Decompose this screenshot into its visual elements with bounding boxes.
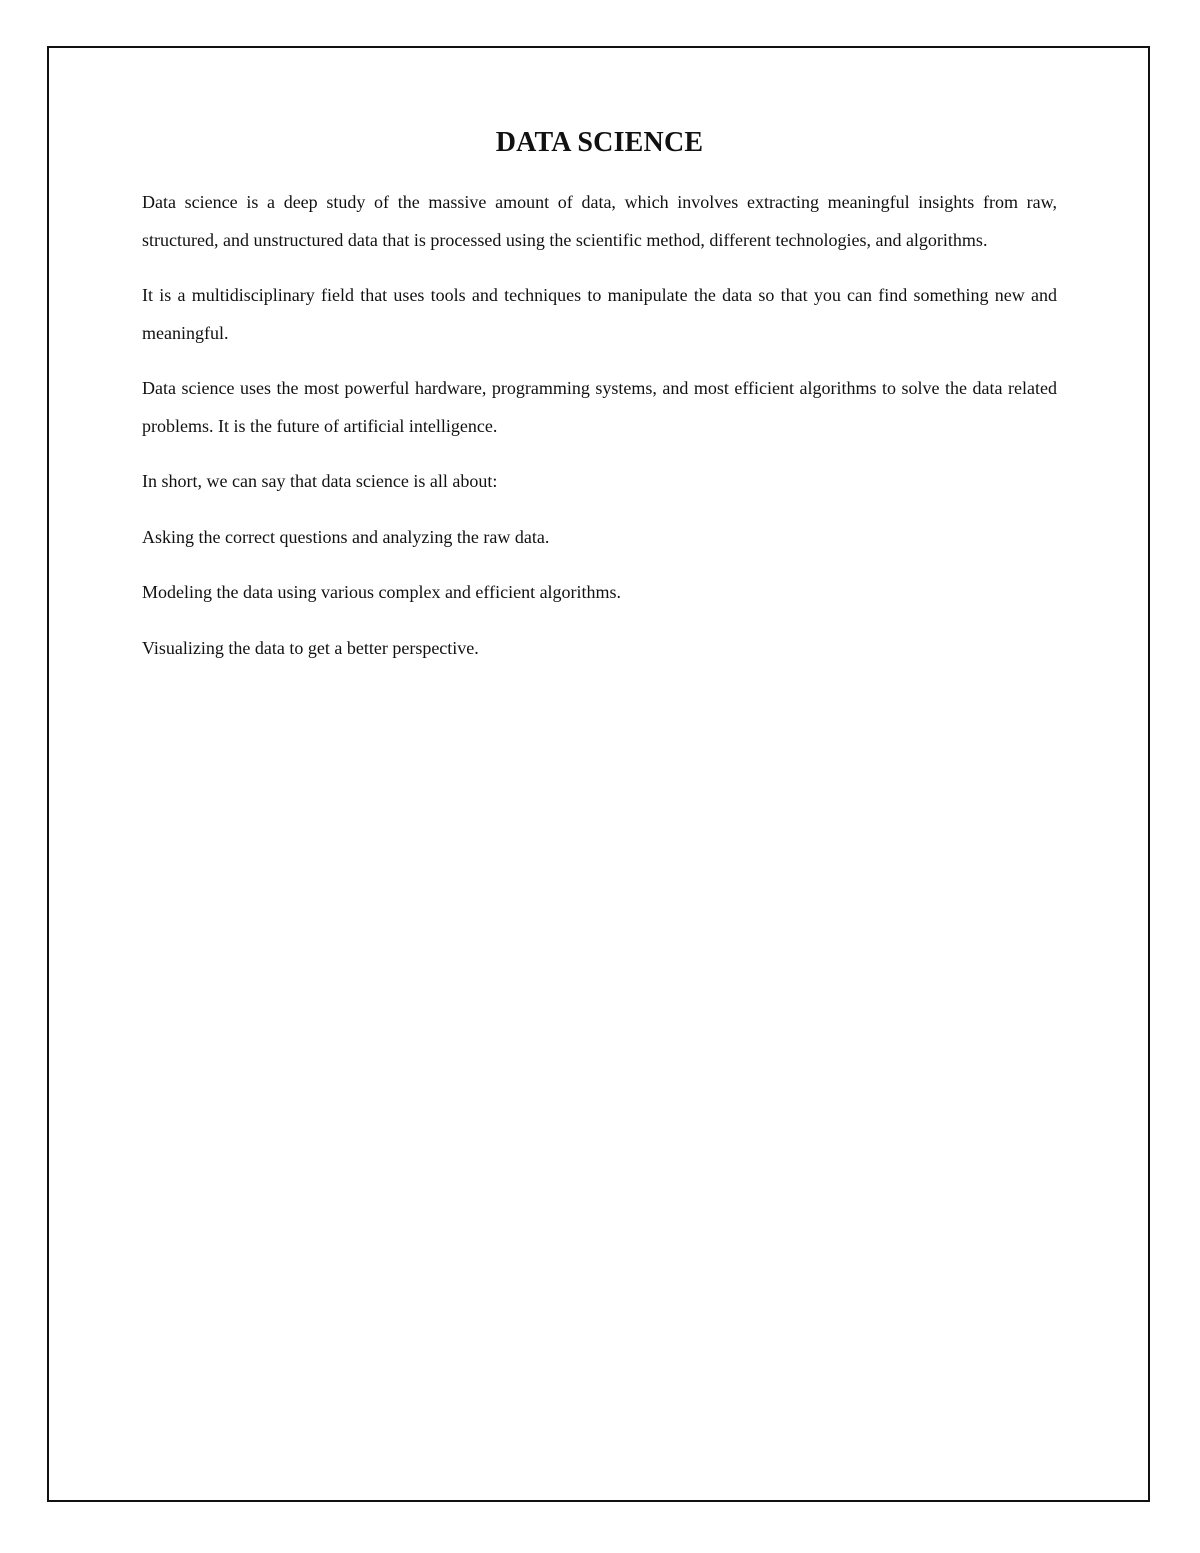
paragraph-definition: Data science is a deep study of the massive amount of data, which involves extracting meaningful insights from raw, structured, and unstructured data that is processed using the scientific method, different technologies, and algorithms. <box>142 192 1057 250</box>
paragraph-modeling: Modeling the data using various complex and efficient algorithms. <box>142 582 622 602</box>
document-body <box>142 124 1057 685</box>
document-title: DATA SCIENCE <box>495 127 704 158</box>
paragraph-visualizing: Visualizing the data to get a better perspective. <box>142 637 479 658</box>
paragraph-hardware: Data science uses the most powerful hardware, programming systems, and most efficient algorithms to solve the data related problems. It is the future of artificial intelligence. <box>142 378 1057 436</box>
paragraph-multidisciplinary: It is a multidisciplinary field that uses tools and techniques to manipulate the data so that you can find something new and meaningful. <box>142 285 1057 343</box>
paragraph-asking: Asking the correct questions and analyzing the raw data. <box>142 526 550 547</box>
paragraph-summary-intro: In short, we can say that data science is all about: <box>142 471 498 491</box>
